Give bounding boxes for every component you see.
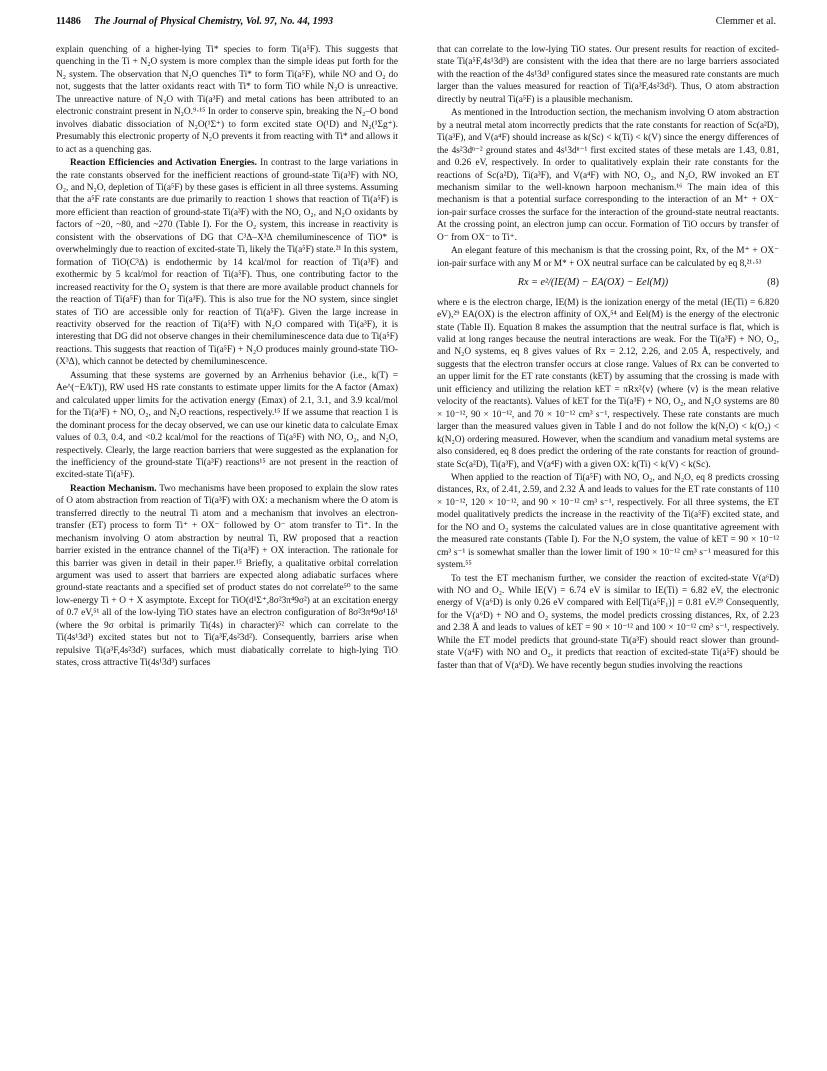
paragraph-continuation: that can correlate to the low-lying TiO states. Our present results for reaction of excited-state Ti(a⁵F,4s¹3d³) are consistent with the idea that there are no large barriers associated with the reaction of the 4s¹3d³ configured states since the measured rate constants are much larger than the values measured for reaction of Ti(a³F,4s²3d²). Thus, O atom abstraction directly by neutral Ti(a⁵F) is a plausible mechanism. xyxy=(437,45,779,105)
page-header xyxy=(56,14,776,30)
paragraph-equation-explanation: where e is the electron charge, IE(M) is the ionization energy of the metal (IE(Ti) = 6.820 eV),²⁹ EA(OX) is the electron affinity of OX,⁵⁴ and Eel(M) is the energy of the electronic state (Table II). Equation 8 makes the assumption that the neutral surface is flat, which is valid at long ranges because the neutral interactions are weak. For the Ti(a³F) + NO, O₂, and N₂O systems, eq 8 gives values of Rx = 2.12, 2.26, and 2.05 Å, respectively, and suggests that the electron transfer occurs at close range. Values of Rx can be converted to an upper limit for the ET rate constants (kET) by assuming that the crossing is made with unit efficiency and utilizing the relation kET = πRx²⟨v⟩ (where ⟨v⟩ is the mean relative velocity of the reactants). Values of kET for the Ti(a³F) + NO, O₂, and N₂O systems are 80 × 10⁻¹², 90 × 10⁻¹², and 70 × 10⁻¹² cm³ s⁻¹, respectively. These rate constants are much larger than the measured values given in Table I and do not follow the k(N₂O) < k(O₂) < k(N₂O) ordering measured. However, when the scandium and vanadium metal systems are also considered, eq 8 does predict the ordering of the rate constants for reaction of ground-state Sc(a²D), Ti(a³F), and V(a⁴F) with a given OX: k(Ti) < k(V) < k(Sc). xyxy=(437,297,779,470)
page-number: 11486 xyxy=(56,16,81,27)
paragraph-quenching: explain quenching of a higher-lying Ti* species to form Ti(a⁵F). This suggests that quenching in the Ti + N₂O system is more complex than the simple ideas put forth for the N₂ system. The observation that N₂O quenches Ti* to form Ti(a⁵F), while NO and O₂ do not, suggests that the latter oxidants react with Ti* to form TiO while N₂O is unreactive. The unreactive nature of N₂O with Ti(a³F) and metal cations has been attributed to an electronic constraint present in N₂O.⁹·¹⁵ In order to conserve spin, breaking the N₂–O bond involves diabatic dissociation of N₂O(¹Σ⁺) to form excited state O(¹D) and N₂(¹Σg⁺). Presumably this electronic property of N₂O prevents it from reacting with Ti* and allows it to act as a quenching gas. xyxy=(56,45,398,155)
paragraph-arrhenius: Assuming that these systems are governed by an Arrhenius behavior (i.e., k(T) = Ae^(−E/kT)), RW used HS rate constants to estimate upper limits for the A factor (Amax) and calculated upper limits for the activation energy (Emax) of 2.1, 3.1, and 3.9 kcal/mol for the Ti(a³F) + NO, O₂, and N₂O reactions, respectively.¹⁵ If we assume that reaction 1 is the dominant process for the decay observed, we can use our kinetic data to calculate Emax values of 0.3, 0.4, and <0.2 kcal/mol for the reactions of Ti(a⁵F) with NO, O₂, and N₂O, respectively. Clearly, the large reaction barriers that were suggested as the explanation for the inefficiency of the ground-state Ti(a³F) reactions¹⁵ are not present in the reaction of excited-state Ti(a⁵F). xyxy=(56,370,398,481)
running-authors: Clemmer et al. xyxy=(715,16,776,27)
paragraph-text: Two mechanisms have been proposed to explain the slow rates of O atom abstraction from reaction of Ti(a³F) with OX: a mechanism where the O atom is transferred directly to the neutral Ti atom and a mechanism that involves an electron-transfer (ET) process to form Ti⁺ + OX⁻ followed by O⁻ atom transfer to Ti⁺. In the mechanism involving O atom abstraction by neutral Ti, RW proposed that a reaction barrier existed in the entrance channel of the Ti(a³F) + OX interaction. The rationale for this barrier was given in detail in their paper.¹⁵ Briefly, a qualitative orbital correlation argument was used to assert that barriers are expected along adiabatic surfaces where ground-state reactants and a specified set of product states do not correlate⁵⁰ to the same low-energy Ti + O + X asymptote. Except for TiO(d¹Σ⁺,8σ²3π⁴9σ²) at an excitation energy of 0.7 eV,⁵¹ all of the low-lying TiO states have an electron configuration of 8σ²3π⁴9σ¹1δ¹ (where the 9σ orbital is primarily Ti(4s) in character)⁵² which can correlate to the Ti(4s¹3d³) excited states but not to Ti(a³F,4s²3d²). Consequently, barriers arise when repulsive Ti(a³F,4s²3d²) surfaces, which must diabatically correlate to high-lying TiO states, cross attractive Ti(4s¹3d³) surfaces xyxy=(56,483,398,669)
paragraph-reaction-mechanism xyxy=(56,483,398,670)
equation-expression: Rx = e²/(IE(M) − EA(OX) − Eel(M)) xyxy=(517,277,669,289)
left-column xyxy=(56,44,398,670)
paragraph-introduction-reference: As mentioned in the Introduction section, the mechanism involving O atom abstraction by a neutral metal atom incorrectly predicts that the rate constants for reaction of Sc(a²D), Ti(a³F), and V(a⁴F) should increase as k(Sc) < k(Ti) < k(V) since the energy differences of the 4s²3dⁿ⁻² ground states and 4s¹3dⁿ⁻¹ first excited states of these metals are 1.43, 0.81, and 0.26 eV, respectively. In order to qualitatively explain their rate constants for the reactions of Sc(a²D), Ti(a³F), and V(a⁴F) with NO, O₂, and N₂O, RW invoked an ET mechanism similar to the well-known harpoon mechanism.¹⁶ The main idea of this mechanism is that a potential surface corresponding to the interaction of an M⁺ + OX⁻ ion-pair surface crosses the surface for the interaction of the ground-state neutral reactants. At the crossing point, an electron jump can occur. Formation of TiO occurs by transfer of O⁻ from OX⁻ to Ti⁺. xyxy=(437,108,779,243)
right-column xyxy=(437,44,779,672)
paragraph-reaction-efficiencies xyxy=(56,157,398,369)
section-heading-reaction-efficiencies: Reaction Efficiencies and Activation Energies. xyxy=(70,158,257,169)
journal-citation: The Journal of Physical Chemistry, Vol. 97, No. 44, 1993 xyxy=(94,16,334,27)
paragraph-ti-a5f-application: When applied to the reaction of Ti(a⁵F) with NO, O₂, and N₂O, eq 8 predicts crossing distances, Rx, of 2.41, 2.59, and 2.32 Å and leads to values for the ET rate constants of 110 × 10⁻¹², 120 × 10⁻¹², and 90 × 10⁻¹² cm³ s⁻¹, respectively. For all three systems, the ET model qualitatively predicts the increase in the reactivity of the Ti(a⁵F) excited state, and for the NO and O₂ systems the calculated values are in close quantitative agreement with the measured rate constants (Table I). For the N₂O system, the value of kET = 90 × 10⁻¹² cm³ s⁻¹ is somewhat smaller than the lower limit of 190 × 10⁻¹² cm³ s⁻¹ measured for this system.⁵⁵ xyxy=(437,472,779,571)
paragraph-crossing-point: An elegant feature of this mechanism is that the crossing point, Rx, of the M⁺ + OX⁻ ion-pair surface with any M or M* + OX neutral surface can be calculated by eq 8,²¹·⁵³ xyxy=(437,246,779,269)
equation-number: (8) xyxy=(767,277,779,289)
paragraph-text: In contrast to the large variations in the rate constants observed for the inefficient reactions of ground-state Ti(a³F) with NO, O₂, and N₂O, depletion of Ti(a⁵F) by these gases is efficient in all three systems. Assuming that the a⁵F rate constants are due primarily to reaction 1 shows that reaction of Ti(a⁵F) is more efficient than reaction of ground-state Ti(a³F) with the NO, O₂, and N₂O oxidants by factors of ~20, ~80, and ~270 (Table I). For the O₂ system, this increase in reactivity is consistent with the observations of DG that C³Δ–X³Δ chemiluminescence of TiO* is overwhelmingly due to reaction of excited-state Ti, likely the Ti(a⁵F) state.²¹ In this system, formation of TiO(C³Δ) is endothermic by 14 kcal/mol for reaction of Ti(a³F) and exothermic by 5 kcal/mol for reaction of Ti(a⁵F). Thus, one contributing factor to the increased reactivity for the O₂ system is that there are more available product channels for the reaction of Ti(a⁵F) than for Ti(a³F). This is also true for the NO system, since singlet states of TiO are accessible only for reaction of Ti(a⁵F). Given the large increase in reactivity observed for the reaction of Ti(a⁵F) with N₂O compared with Ti(a³F), it is interesting that DG did not observe changes in their chemiluminescence data due to Ti(a⁵F) reactions. This suggests that reaction of Ti(a⁵F) + N₂O produces mainly ground-state TiO-(X³Δ), which cannot be detected by chemiluminescence. xyxy=(56,158,398,368)
section-heading-reaction-mechanism: Reaction Mechanism. xyxy=(70,483,157,494)
equation-8 xyxy=(437,277,779,289)
paragraph-et-test: To test the ET mechanism further, we consider the reaction of excited-state V(a⁶D) with NO and O₂. While IE(V) = 6.74 eV is similar to IE(Ti) = 6.82 eV, the electronic energy of V(a⁶D) is only 0.26 eV compared with Eel[Ti(a⁵F₁)] = 0.81 eV.²⁹ Consequently, for the V(a⁶D) + NO and O₂ systems, the model predicts crossing distances, Rx, of 2.23 and 2.38 Å and leads to values of kET = 90 × 10⁻¹² and 100 × 10⁻¹² cm³ s⁻¹, respectively. While the ET model predicts that ground-state Ti(a³F) should react slower than ground-state V(a⁴F) with NO and O₂, it predicts that reaction of excited-state Ti(a⁵F) should be faster than that of V(a⁶D). We have recently begun studies involving the reactions xyxy=(437,573,779,671)
